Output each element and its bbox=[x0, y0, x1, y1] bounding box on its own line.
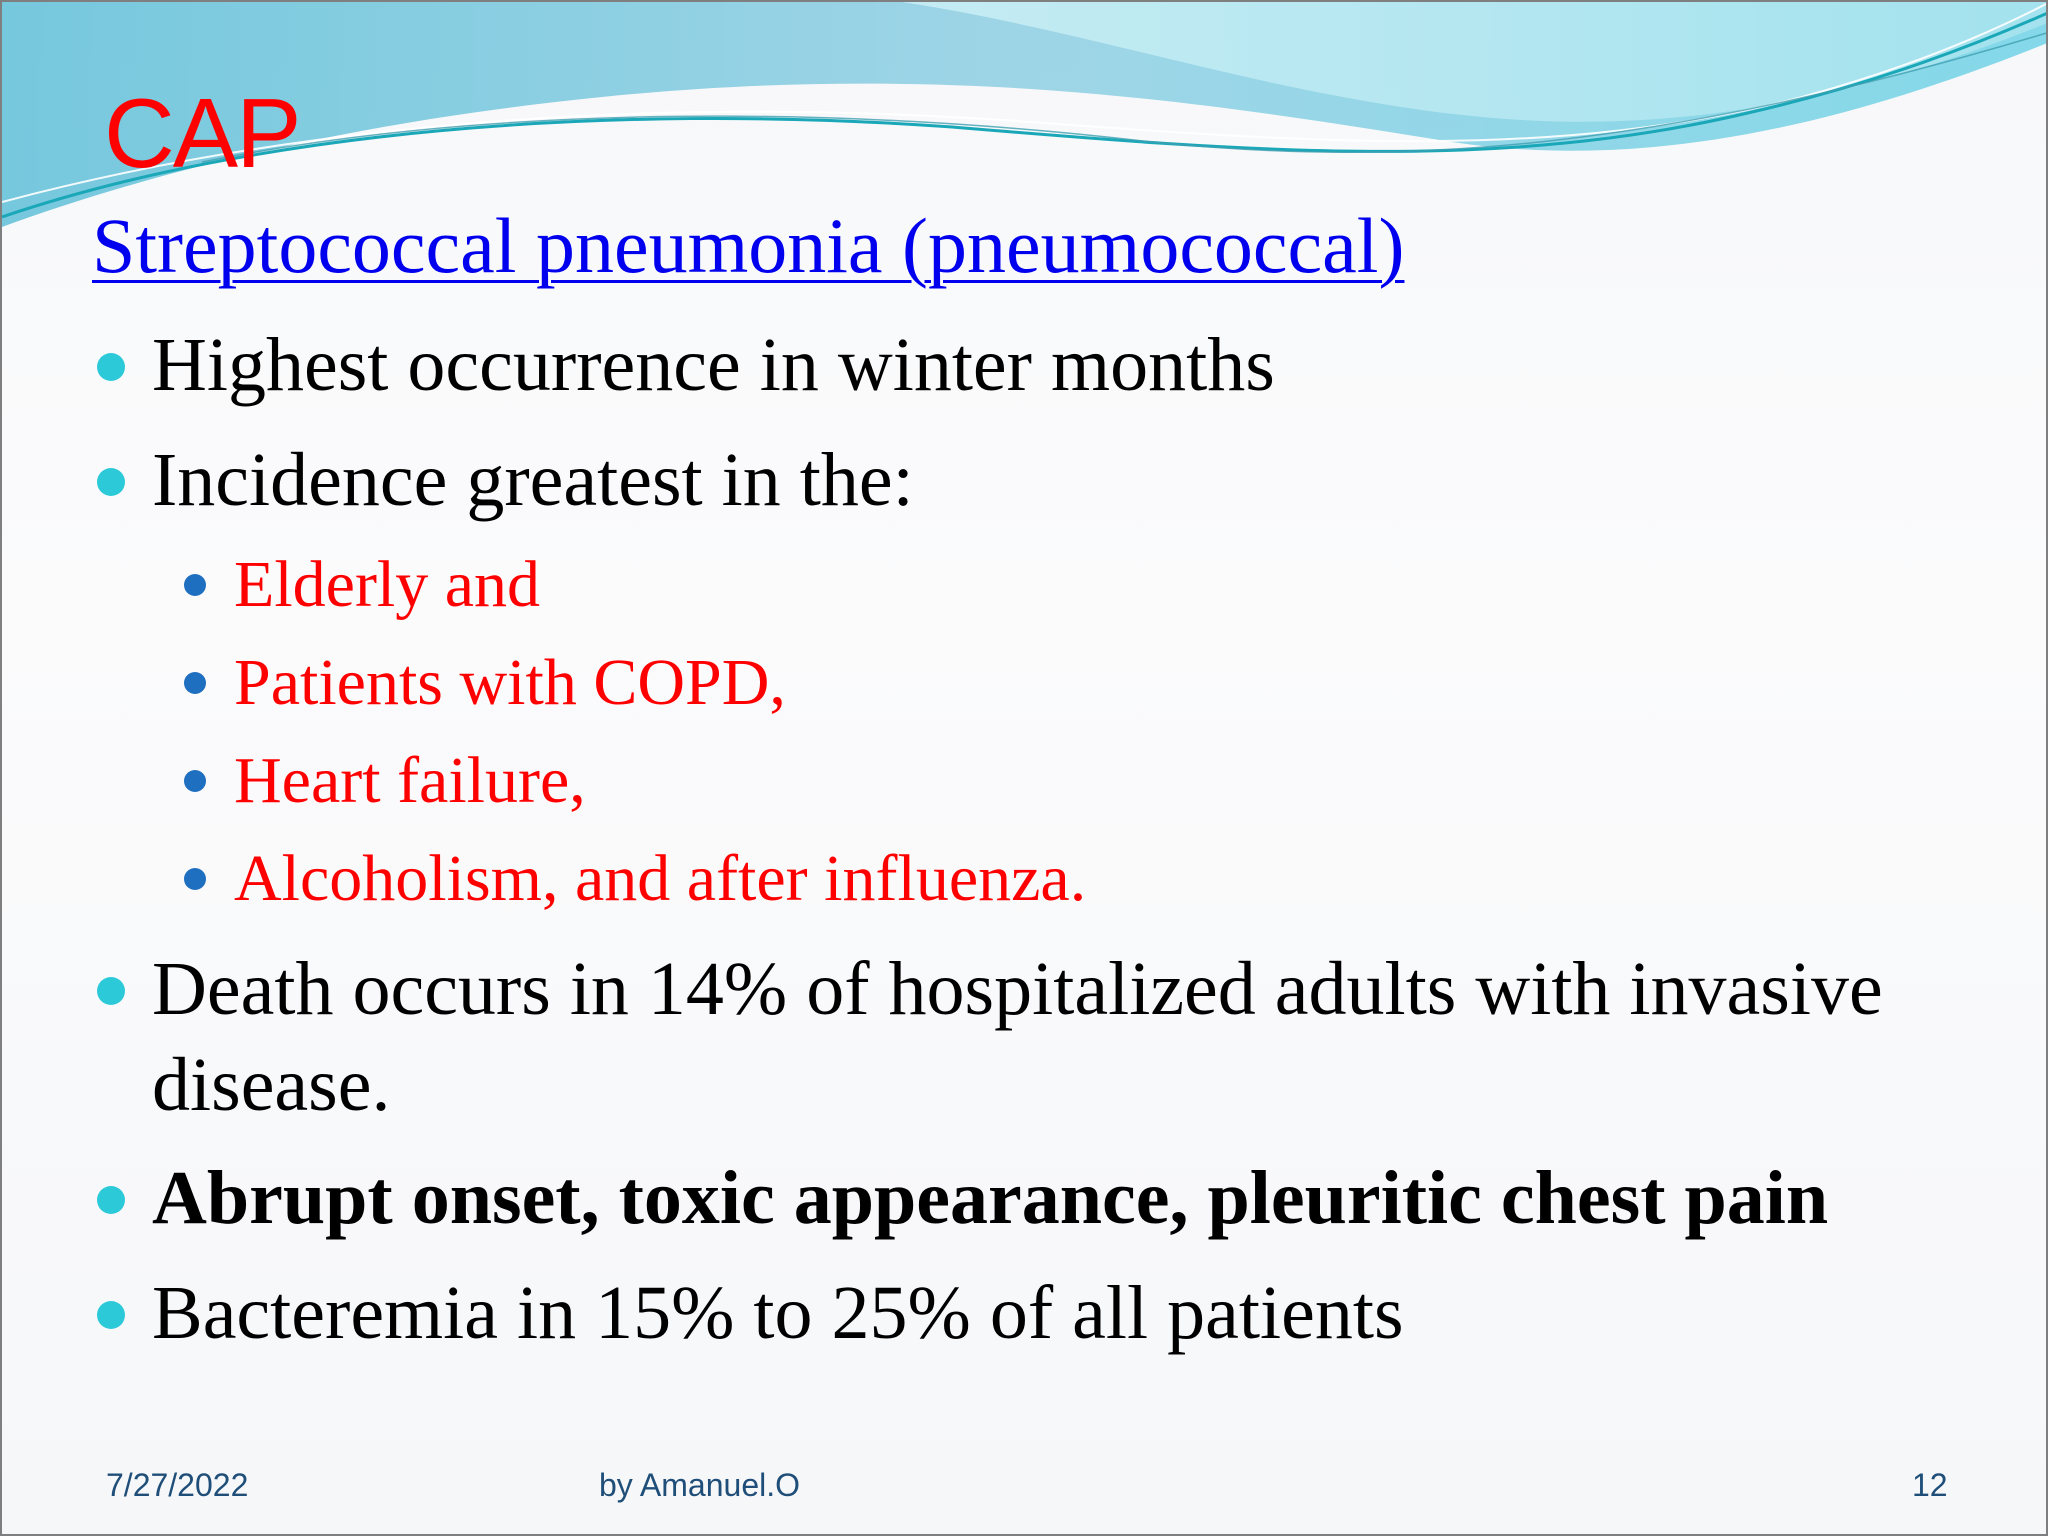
sub-bullet-marker bbox=[184, 672, 206, 694]
sub-bullet-text: Heart failure, bbox=[234, 744, 586, 817]
bullet-text: Abrupt onset, toxic appearance, pleuritic chest pain bbox=[152, 1156, 1829, 1240]
sub-bullet-text: Alcoholism, and after influenza. bbox=[234, 842, 1087, 915]
footer-date: 7/27/2022 bbox=[106, 1467, 249, 1503]
sub-bullet-item bbox=[234, 839, 1086, 919]
sub-bullet-text: Patients with COPD, bbox=[234, 646, 786, 719]
footer-author: by Amanuel.O bbox=[599, 1467, 800, 1503]
bullet-marker bbox=[97, 353, 125, 381]
bullet-text: Bacteremia in 15% to 25% of all patients bbox=[152, 1271, 1404, 1355]
bullet-text: Highest occurrence in winter months bbox=[152, 323, 1275, 407]
subtitle-link[interactable]: Streptococcal pneumonia (pneumococcal) bbox=[92, 202, 1405, 289]
bullet-item bbox=[152, 1150, 2012, 1246]
bullet-item bbox=[152, 432, 2012, 528]
bullet-marker bbox=[97, 977, 125, 1005]
sub-bullet-text: Elderly and bbox=[234, 548, 541, 621]
sub-bullet-item bbox=[234, 643, 786, 723]
bullet-item bbox=[152, 1265, 2012, 1361]
sub-bullet-item bbox=[234, 741, 586, 821]
bullet-marker bbox=[97, 1186, 125, 1214]
bullet-marker bbox=[97, 1301, 125, 1329]
bullet-item bbox=[152, 317, 2012, 413]
sub-bullet-marker bbox=[184, 868, 206, 890]
sub-bullet-marker bbox=[184, 574, 206, 596]
footer-page-number: 12 bbox=[1912, 1467, 1948, 1503]
bullet-text: Incidence greatest in the: bbox=[152, 438, 914, 522]
bullet-item bbox=[152, 941, 2012, 1133]
sub-bullet-marker bbox=[184, 770, 206, 792]
bullet-marker bbox=[97, 468, 125, 496]
sub-bullet-item bbox=[234, 545, 540, 625]
slide-title: CAP bbox=[104, 78, 300, 188]
bullet-text: Death occurs in 14% of hospitalized adults with invasive disease. bbox=[152, 947, 1883, 1127]
